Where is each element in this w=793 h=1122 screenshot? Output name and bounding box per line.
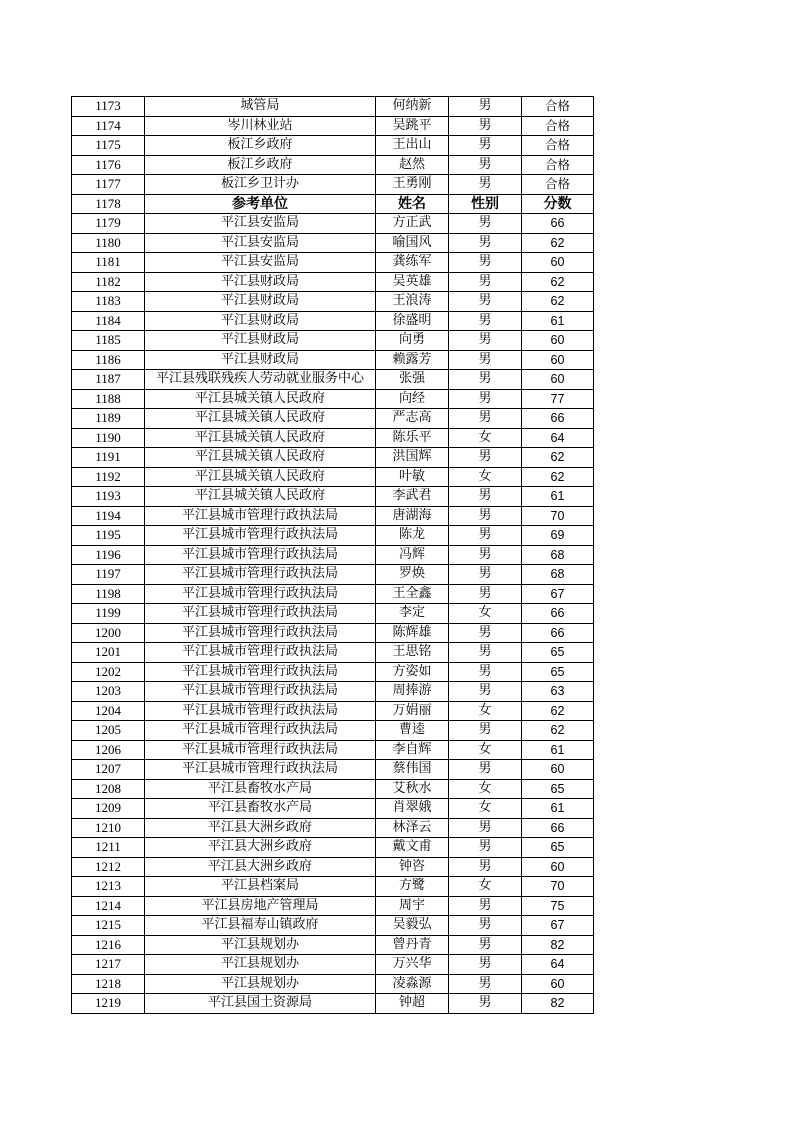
unit-cell: 平江县城关镇人民政府 [145, 467, 376, 487]
row-number-cell: 1177 [72, 175, 145, 195]
name-cell: 龚练军 [376, 253, 449, 273]
table-row [72, 467, 594, 487]
unit-cell: 平江县城关镇人民政府 [145, 428, 376, 448]
table-row [72, 175, 594, 195]
unit-cell: 参考单位 [145, 194, 376, 214]
unit-cell: 平江县财政局 [145, 350, 376, 370]
row-number-cell: 1212 [72, 857, 145, 877]
score-cell: 82 [522, 994, 594, 1014]
table-row [72, 682, 594, 702]
row-number-cell: 1174 [72, 116, 145, 136]
row-number-cell: 1217 [72, 955, 145, 975]
score-cell: 61 [522, 487, 594, 507]
score-cell: 66 [522, 604, 594, 624]
score-cell: 82 [522, 935, 594, 955]
table-row [72, 623, 594, 643]
gender-cell: 男 [449, 331, 522, 351]
score-cell: 61 [522, 799, 594, 819]
unit-cell: 平江县畜牧水产局 [145, 779, 376, 799]
name-cell: 曾丹青 [376, 935, 449, 955]
gender-cell: 男 [449, 760, 522, 780]
score-cell: 63 [522, 682, 594, 702]
table-row [72, 233, 594, 253]
gender-cell: 男 [449, 818, 522, 838]
unit-cell: 平江县国土资源局 [145, 994, 376, 1014]
table-row [72, 662, 594, 682]
unit-cell: 平江县城关镇人民政府 [145, 389, 376, 409]
gender-cell: 男 [449, 272, 522, 292]
table-row [72, 136, 594, 156]
gender-cell: 男 [449, 526, 522, 546]
table-row [72, 350, 594, 370]
row-number-cell: 1176 [72, 155, 145, 175]
gender-cell: 男 [449, 487, 522, 507]
row-number-cell: 1173 [72, 97, 145, 117]
score-cell: 62 [522, 292, 594, 312]
score-cell: 60 [522, 760, 594, 780]
gender-cell: 男 [449, 721, 522, 741]
row-number-cell: 1188 [72, 389, 145, 409]
gender-cell: 男 [449, 896, 522, 916]
unit-cell: 平江县福寿山镇政府 [145, 916, 376, 936]
score-cell: 62 [522, 721, 594, 741]
name-cell: 严志高 [376, 409, 449, 429]
name-cell: 钟超 [376, 994, 449, 1014]
gender-cell: 男 [449, 545, 522, 565]
gender-cell: 男 [449, 233, 522, 253]
score-cell: 65 [522, 838, 594, 858]
table-row [72, 916, 594, 936]
score-cell: 67 [522, 916, 594, 936]
row-number-cell: 1175 [72, 136, 145, 156]
score-cell: 64 [522, 955, 594, 975]
score-cell: 60 [522, 974, 594, 994]
table-row [72, 506, 594, 526]
score-cell: 62 [522, 448, 594, 468]
name-cell: 徐盛明 [376, 311, 449, 331]
row-number-cell: 1219 [72, 994, 145, 1014]
unit-cell: 平江县城市管理行政执法局 [145, 526, 376, 546]
name-cell: 叶敏 [376, 467, 449, 487]
table-row [72, 779, 594, 799]
name-cell: 吴毅弘 [376, 916, 449, 936]
table-row [72, 116, 594, 136]
unit-cell: 平江县城市管理行政执法局 [145, 662, 376, 682]
score-cell: 合格 [522, 97, 594, 117]
gender-cell: 男 [449, 857, 522, 877]
name-cell: 方姿如 [376, 662, 449, 682]
table-row [72, 955, 594, 975]
score-cell: 62 [522, 467, 594, 487]
gender-cell: 男 [449, 682, 522, 702]
table-header-row [72, 194, 594, 214]
gender-cell: 男 [449, 643, 522, 663]
row-number-cell: 1192 [72, 467, 145, 487]
row-number-cell: 1211 [72, 838, 145, 858]
table-row [72, 799, 594, 819]
name-cell: 王勇刚 [376, 175, 449, 195]
name-cell: 王全鑫 [376, 584, 449, 604]
row-number-cell: 1187 [72, 370, 145, 390]
score-cell: 64 [522, 428, 594, 448]
name-cell: 凌淼源 [376, 974, 449, 994]
score-cell: 61 [522, 740, 594, 760]
score-cell: 65 [522, 779, 594, 799]
name-cell: 肖翠娥 [376, 799, 449, 819]
name-cell: 林泽云 [376, 818, 449, 838]
gender-cell: 男 [449, 311, 522, 331]
gender-cell: 男 [449, 584, 522, 604]
row-number-cell: 1213 [72, 877, 145, 897]
name-cell: 唐湖海 [376, 506, 449, 526]
unit-cell: 城管局 [145, 97, 376, 117]
gender-cell: 女 [449, 701, 522, 721]
gender-cell: 男 [449, 565, 522, 585]
unit-cell: 平江县安监局 [145, 253, 376, 273]
gender-cell: 男 [449, 623, 522, 643]
table-row [72, 389, 594, 409]
name-cell: 方正武 [376, 214, 449, 234]
unit-cell: 平江县城关镇人民政府 [145, 448, 376, 468]
name-cell: 周捧游 [376, 682, 449, 702]
name-cell: 艾秋水 [376, 779, 449, 799]
unit-cell: 平江县大洲乡政府 [145, 818, 376, 838]
row-number-cell: 1198 [72, 584, 145, 604]
table-row [72, 896, 594, 916]
row-number-cell: 1182 [72, 272, 145, 292]
row-number-cell: 1214 [72, 896, 145, 916]
name-cell: 姓名 [376, 194, 449, 214]
row-number-cell: 1200 [72, 623, 145, 643]
table-row [72, 214, 594, 234]
score-cell: 65 [522, 662, 594, 682]
row-number-cell: 1210 [72, 818, 145, 838]
row-number-cell: 1185 [72, 331, 145, 351]
score-cell: 62 [522, 272, 594, 292]
table-row [72, 292, 594, 312]
name-cell: 李定 [376, 604, 449, 624]
score-cell: 70 [522, 506, 594, 526]
table-row [72, 740, 594, 760]
row-number-cell: 1201 [72, 643, 145, 663]
name-cell: 喻国风 [376, 233, 449, 253]
score-cell: 68 [522, 545, 594, 565]
gender-cell: 女 [449, 604, 522, 624]
table-row [72, 448, 594, 468]
score-cell: 合格 [522, 136, 594, 156]
gender-cell: 女 [449, 779, 522, 799]
unit-cell: 平江县城市管理行政执法局 [145, 740, 376, 760]
table-row [72, 643, 594, 663]
table-row [72, 253, 594, 273]
table-row [72, 935, 594, 955]
row-number-cell: 1181 [72, 253, 145, 273]
score-cell: 60 [522, 331, 594, 351]
name-cell: 万兴华 [376, 955, 449, 975]
score-table [71, 96, 594, 1014]
unit-cell: 平江县档案局 [145, 877, 376, 897]
gender-cell: 男 [449, 175, 522, 195]
gender-cell: 男 [449, 214, 522, 234]
unit-cell: 岑川林业站 [145, 116, 376, 136]
gender-cell: 女 [449, 467, 522, 487]
row-number-cell: 1178 [72, 194, 145, 214]
table-row [72, 974, 594, 994]
unit-cell: 平江县城市管理行政执法局 [145, 545, 376, 565]
name-cell: 向勇 [376, 331, 449, 351]
gender-cell: 男 [449, 662, 522, 682]
row-number-cell: 1199 [72, 604, 145, 624]
table-row [72, 487, 594, 507]
table-row [72, 428, 594, 448]
table-row [72, 272, 594, 292]
gender-cell: 男 [449, 116, 522, 136]
table-row [72, 409, 594, 429]
unit-cell: 平江县城市管理行政执法局 [145, 506, 376, 526]
name-cell: 戴文甫 [376, 838, 449, 858]
table-row [72, 604, 594, 624]
unit-cell: 平江县城市管理行政执法局 [145, 682, 376, 702]
name-cell: 何纳新 [376, 97, 449, 117]
unit-cell: 平江县城市管理行政执法局 [145, 604, 376, 624]
unit-cell: 板江乡政府 [145, 136, 376, 156]
table-row [72, 877, 594, 897]
unit-cell: 平江县财政局 [145, 311, 376, 331]
row-number-cell: 1196 [72, 545, 145, 565]
gender-cell: 女 [449, 877, 522, 897]
gender-cell: 男 [449, 253, 522, 273]
gender-cell: 男 [449, 292, 522, 312]
row-number-cell: 1208 [72, 779, 145, 799]
unit-cell: 平江县城市管理行政执法局 [145, 623, 376, 643]
unit-cell: 平江县房地产管理局 [145, 896, 376, 916]
name-cell: 吴英雄 [376, 272, 449, 292]
gender-cell: 男 [449, 448, 522, 468]
unit-cell: 平江县城市管理行政执法局 [145, 584, 376, 604]
gender-cell: 女 [449, 428, 522, 448]
row-number-cell: 1206 [72, 740, 145, 760]
score-cell: 60 [522, 370, 594, 390]
score-cell: 66 [522, 623, 594, 643]
row-number-cell: 1191 [72, 448, 145, 468]
name-cell: 冯辉 [376, 545, 449, 565]
name-cell: 陈龙 [376, 526, 449, 546]
gender-cell: 男 [449, 955, 522, 975]
unit-cell: 平江县大洲乡政府 [145, 838, 376, 858]
row-number-cell: 1186 [72, 350, 145, 370]
unit-cell: 平江县规划办 [145, 955, 376, 975]
row-number-cell: 1179 [72, 214, 145, 234]
score-cell: 66 [522, 214, 594, 234]
row-number-cell: 1218 [72, 974, 145, 994]
row-number-cell: 1204 [72, 701, 145, 721]
unit-cell: 平江县城市管理行政执法局 [145, 565, 376, 585]
score-cell: 60 [522, 857, 594, 877]
score-cell: 70 [522, 877, 594, 897]
gender-cell: 男 [449, 916, 522, 936]
name-cell: 王出山 [376, 136, 449, 156]
unit-cell: 平江县城关镇人民政府 [145, 487, 376, 507]
score-cell: 合格 [522, 116, 594, 136]
row-number-cell: 1202 [72, 662, 145, 682]
unit-cell: 平江县财政局 [145, 272, 376, 292]
gender-cell: 男 [449, 974, 522, 994]
table-row [72, 526, 594, 546]
score-cell: 65 [522, 643, 594, 663]
name-cell: 洪国辉 [376, 448, 449, 468]
name-cell: 赖露芳 [376, 350, 449, 370]
score-cell: 75 [522, 896, 594, 916]
row-number-cell: 1205 [72, 721, 145, 741]
name-cell: 李武君 [376, 487, 449, 507]
unit-cell: 平江县安监局 [145, 233, 376, 253]
score-cell: 66 [522, 409, 594, 429]
unit-cell: 平江县城关镇人民政府 [145, 409, 376, 429]
score-cell: 77 [522, 389, 594, 409]
unit-cell: 平江县安监局 [145, 214, 376, 234]
unit-cell: 平江县财政局 [145, 331, 376, 351]
table-row [72, 311, 594, 331]
unit-cell: 平江县畜牧水产局 [145, 799, 376, 819]
table-row [72, 370, 594, 390]
gender-cell: 男 [449, 409, 522, 429]
row-number-cell: 1216 [72, 935, 145, 955]
gender-cell: 男 [449, 97, 522, 117]
table-row [72, 701, 594, 721]
unit-cell: 平江县城市管理行政执法局 [145, 760, 376, 780]
unit-cell: 平江县残联残疾人劳动就业服务中心 [145, 370, 376, 390]
name-cell: 万娟丽 [376, 701, 449, 721]
table-row [72, 565, 594, 585]
table-row [72, 857, 594, 877]
row-number-cell: 1203 [72, 682, 145, 702]
gender-cell: 男 [449, 838, 522, 858]
name-cell: 周宇 [376, 896, 449, 916]
name-cell: 赵然 [376, 155, 449, 175]
unit-cell: 平江县城市管理行政执法局 [145, 701, 376, 721]
table-row [72, 545, 594, 565]
name-cell: 王浪涛 [376, 292, 449, 312]
table-row [72, 818, 594, 838]
unit-cell: 板江乡政府 [145, 155, 376, 175]
name-cell: 陈辉雄 [376, 623, 449, 643]
unit-cell: 平江县规划办 [145, 974, 376, 994]
row-number-cell: 1195 [72, 526, 145, 546]
table-row [72, 760, 594, 780]
gender-cell: 女 [449, 740, 522, 760]
name-cell: 王思铭 [376, 643, 449, 663]
gender-cell: 男 [449, 506, 522, 526]
unit-cell: 平江县城市管理行政执法局 [145, 721, 376, 741]
gender-cell: 女 [449, 799, 522, 819]
table-row [72, 97, 594, 117]
name-cell: 张强 [376, 370, 449, 390]
gender-cell: 性别 [449, 194, 522, 214]
gender-cell: 男 [449, 136, 522, 156]
row-number-cell: 1180 [72, 233, 145, 253]
row-number-cell: 1193 [72, 487, 145, 507]
unit-cell: 平江县财政局 [145, 292, 376, 312]
unit-cell: 平江县城市管理行政执法局 [145, 643, 376, 663]
name-cell: 钟咨 [376, 857, 449, 877]
row-number-cell: 1194 [72, 506, 145, 526]
name-cell: 蔡伟国 [376, 760, 449, 780]
name-cell: 李自辉 [376, 740, 449, 760]
table-row [72, 994, 594, 1014]
score-cell: 66 [522, 818, 594, 838]
gender-cell: 男 [449, 155, 522, 175]
score-cell: 分数 [522, 194, 594, 214]
score-cell: 68 [522, 565, 594, 585]
row-number-cell: 1189 [72, 409, 145, 429]
table-row [72, 721, 594, 741]
gender-cell: 男 [449, 994, 522, 1014]
score-cell: 62 [522, 233, 594, 253]
unit-cell: 平江县大洲乡政府 [145, 857, 376, 877]
row-number-cell: 1184 [72, 311, 145, 331]
row-number-cell: 1190 [72, 428, 145, 448]
score-cell: 合格 [522, 175, 594, 195]
row-number-cell: 1197 [72, 565, 145, 585]
score-cell: 61 [522, 311, 594, 331]
row-number-cell: 1215 [72, 916, 145, 936]
gender-cell: 男 [449, 389, 522, 409]
score-table-body [72, 97, 594, 1014]
name-cell: 罗焕 [376, 565, 449, 585]
table-row [72, 584, 594, 604]
name-cell: 曹逵 [376, 721, 449, 741]
score-cell: 60 [522, 253, 594, 273]
score-cell: 67 [522, 584, 594, 604]
row-number-cell: 1183 [72, 292, 145, 312]
score-cell: 62 [522, 701, 594, 721]
name-cell: 吴跳平 [376, 116, 449, 136]
gender-cell: 男 [449, 935, 522, 955]
name-cell: 陈乐平 [376, 428, 449, 448]
name-cell: 向经 [376, 389, 449, 409]
table-row [72, 155, 594, 175]
score-cell: 69 [522, 526, 594, 546]
unit-cell: 板江乡卫计办 [145, 175, 376, 195]
row-number-cell: 1207 [72, 760, 145, 780]
name-cell: 方鹭 [376, 877, 449, 897]
score-cell: 合格 [522, 155, 594, 175]
row-number-cell: 1209 [72, 799, 145, 819]
table-row [72, 838, 594, 858]
table-row [72, 331, 594, 351]
score-cell: 60 [522, 350, 594, 370]
gender-cell: 男 [449, 370, 522, 390]
unit-cell: 平江县规划办 [145, 935, 376, 955]
gender-cell: 男 [449, 350, 522, 370]
